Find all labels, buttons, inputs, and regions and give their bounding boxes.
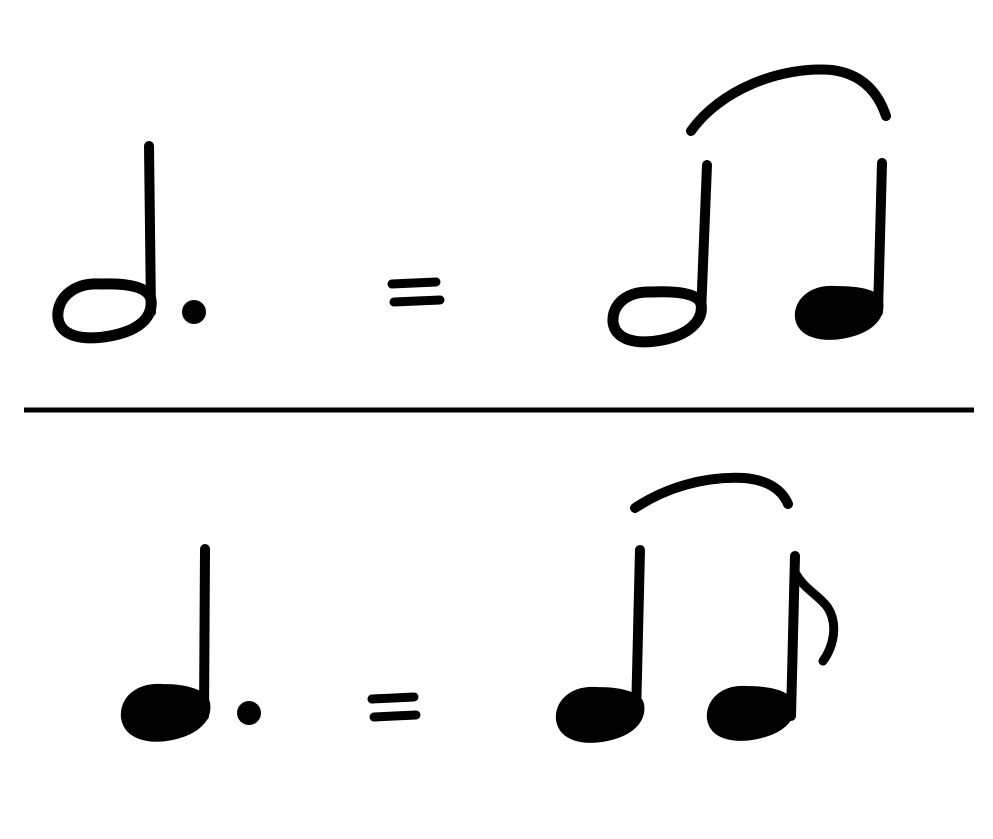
tie-arc — [691, 70, 886, 131]
half-note-head — [58, 284, 151, 338]
tied-half-and-quarter — [613, 70, 886, 342]
half-note-head — [613, 292, 701, 342]
eighth-note-head — [709, 688, 793, 739]
augmentation-dot — [237, 701, 261, 725]
row-1 — [58, 70, 886, 342]
note-stem — [204, 549, 205, 716]
equals-sign — [372, 697, 416, 717]
augmentation-dot — [182, 300, 206, 324]
note-stem — [791, 556, 795, 716]
note-stem — [878, 163, 882, 312]
eighth-note-flag — [796, 574, 834, 661]
dotted-quarter-note — [123, 549, 261, 740]
tied-quarter-and-eighth — [558, 478, 834, 741]
quarter-note-head — [797, 288, 882, 338]
dotted-half-note — [58, 146, 206, 338]
quarter-note-head — [558, 689, 643, 741]
tie-arc — [635, 478, 788, 508]
note-stem — [636, 550, 640, 716]
quarter-note-head — [123, 686, 209, 740]
row-2 — [123, 478, 834, 741]
note-stem — [701, 165, 707, 314]
equals-sign — [392, 282, 440, 302]
note-stem — [149, 146, 151, 312]
